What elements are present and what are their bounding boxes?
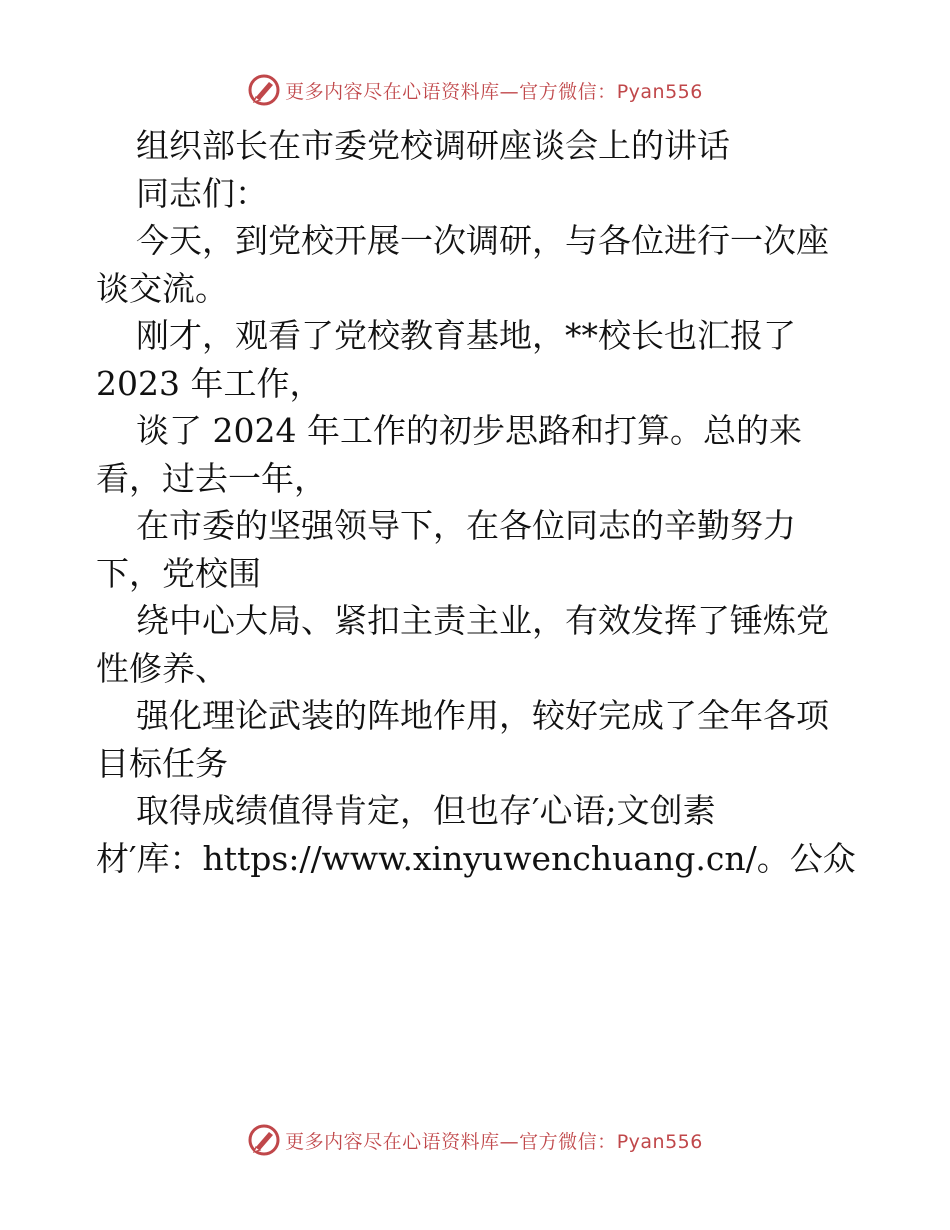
watermark-main: 更多内容尽在心语资料库 (285, 1130, 500, 1153)
body-line: 2023 年工作， (96, 363, 323, 403)
watermark-dash: — (499, 1130, 520, 1153)
body-line: 刚才，观看了党校教育基地，**校长也汇报了 (136, 316, 796, 355)
watermark-main: 更多内容尽在心语资料库 (285, 80, 500, 103)
watermark-wechat-id: Pyan556 (616, 1130, 703, 1153)
watermark-text (285, 1127, 703, 1154)
pen-logo-icon (247, 1123, 281, 1157)
salutation: 同志们： (136, 173, 268, 213)
watermark-wechat-id: Pyan556 (616, 80, 703, 103)
body-line: 取得成绩值得肯定，但也存′心语;文创素 (136, 791, 716, 830)
body-line: 目标任务 (96, 743, 228, 783)
body-line: 在市委的坚强领导下，在各位同志的辛勤努力 (136, 506, 796, 545)
body-line: 强化理论武装的阵地作用，较好完成了全年各项 (136, 696, 829, 735)
body-line: 性修养、 (96, 648, 228, 688)
watermark-banner-bottom (0, 1122, 950, 1158)
body-line: 今天，到党校开展一次调研，与各位进行一次座 (136, 221, 829, 260)
watermark-dash: — (499, 80, 520, 103)
body-line: 材′库：https://www.xinyuwenchuang.cn/。公众 (96, 838, 856, 878)
body-line: 谈了 2024 年工作的初步思路和打算。总的来 (136, 411, 802, 450)
document-title: 组织部长在市委党校调研座谈会上的讲话 (136, 126, 730, 165)
watermark-wechat-label: 官方微信： (519, 1130, 617, 1153)
body-line: 绕中心大局、紧扣主责主业，有效发挥了锤炼党 (136, 601, 829, 640)
body-line: 下，党校围 (96, 553, 261, 593)
pen-logo-icon (247, 73, 281, 107)
watermark-wechat-label: 官方微信： (519, 80, 617, 103)
body-line: 谈交流。 (96, 268, 228, 308)
watermark-text (285, 77, 703, 104)
watermark-banner-top (0, 72, 950, 108)
document-body (96, 122, 856, 882)
body-line: 看，过去一年， (96, 458, 327, 498)
